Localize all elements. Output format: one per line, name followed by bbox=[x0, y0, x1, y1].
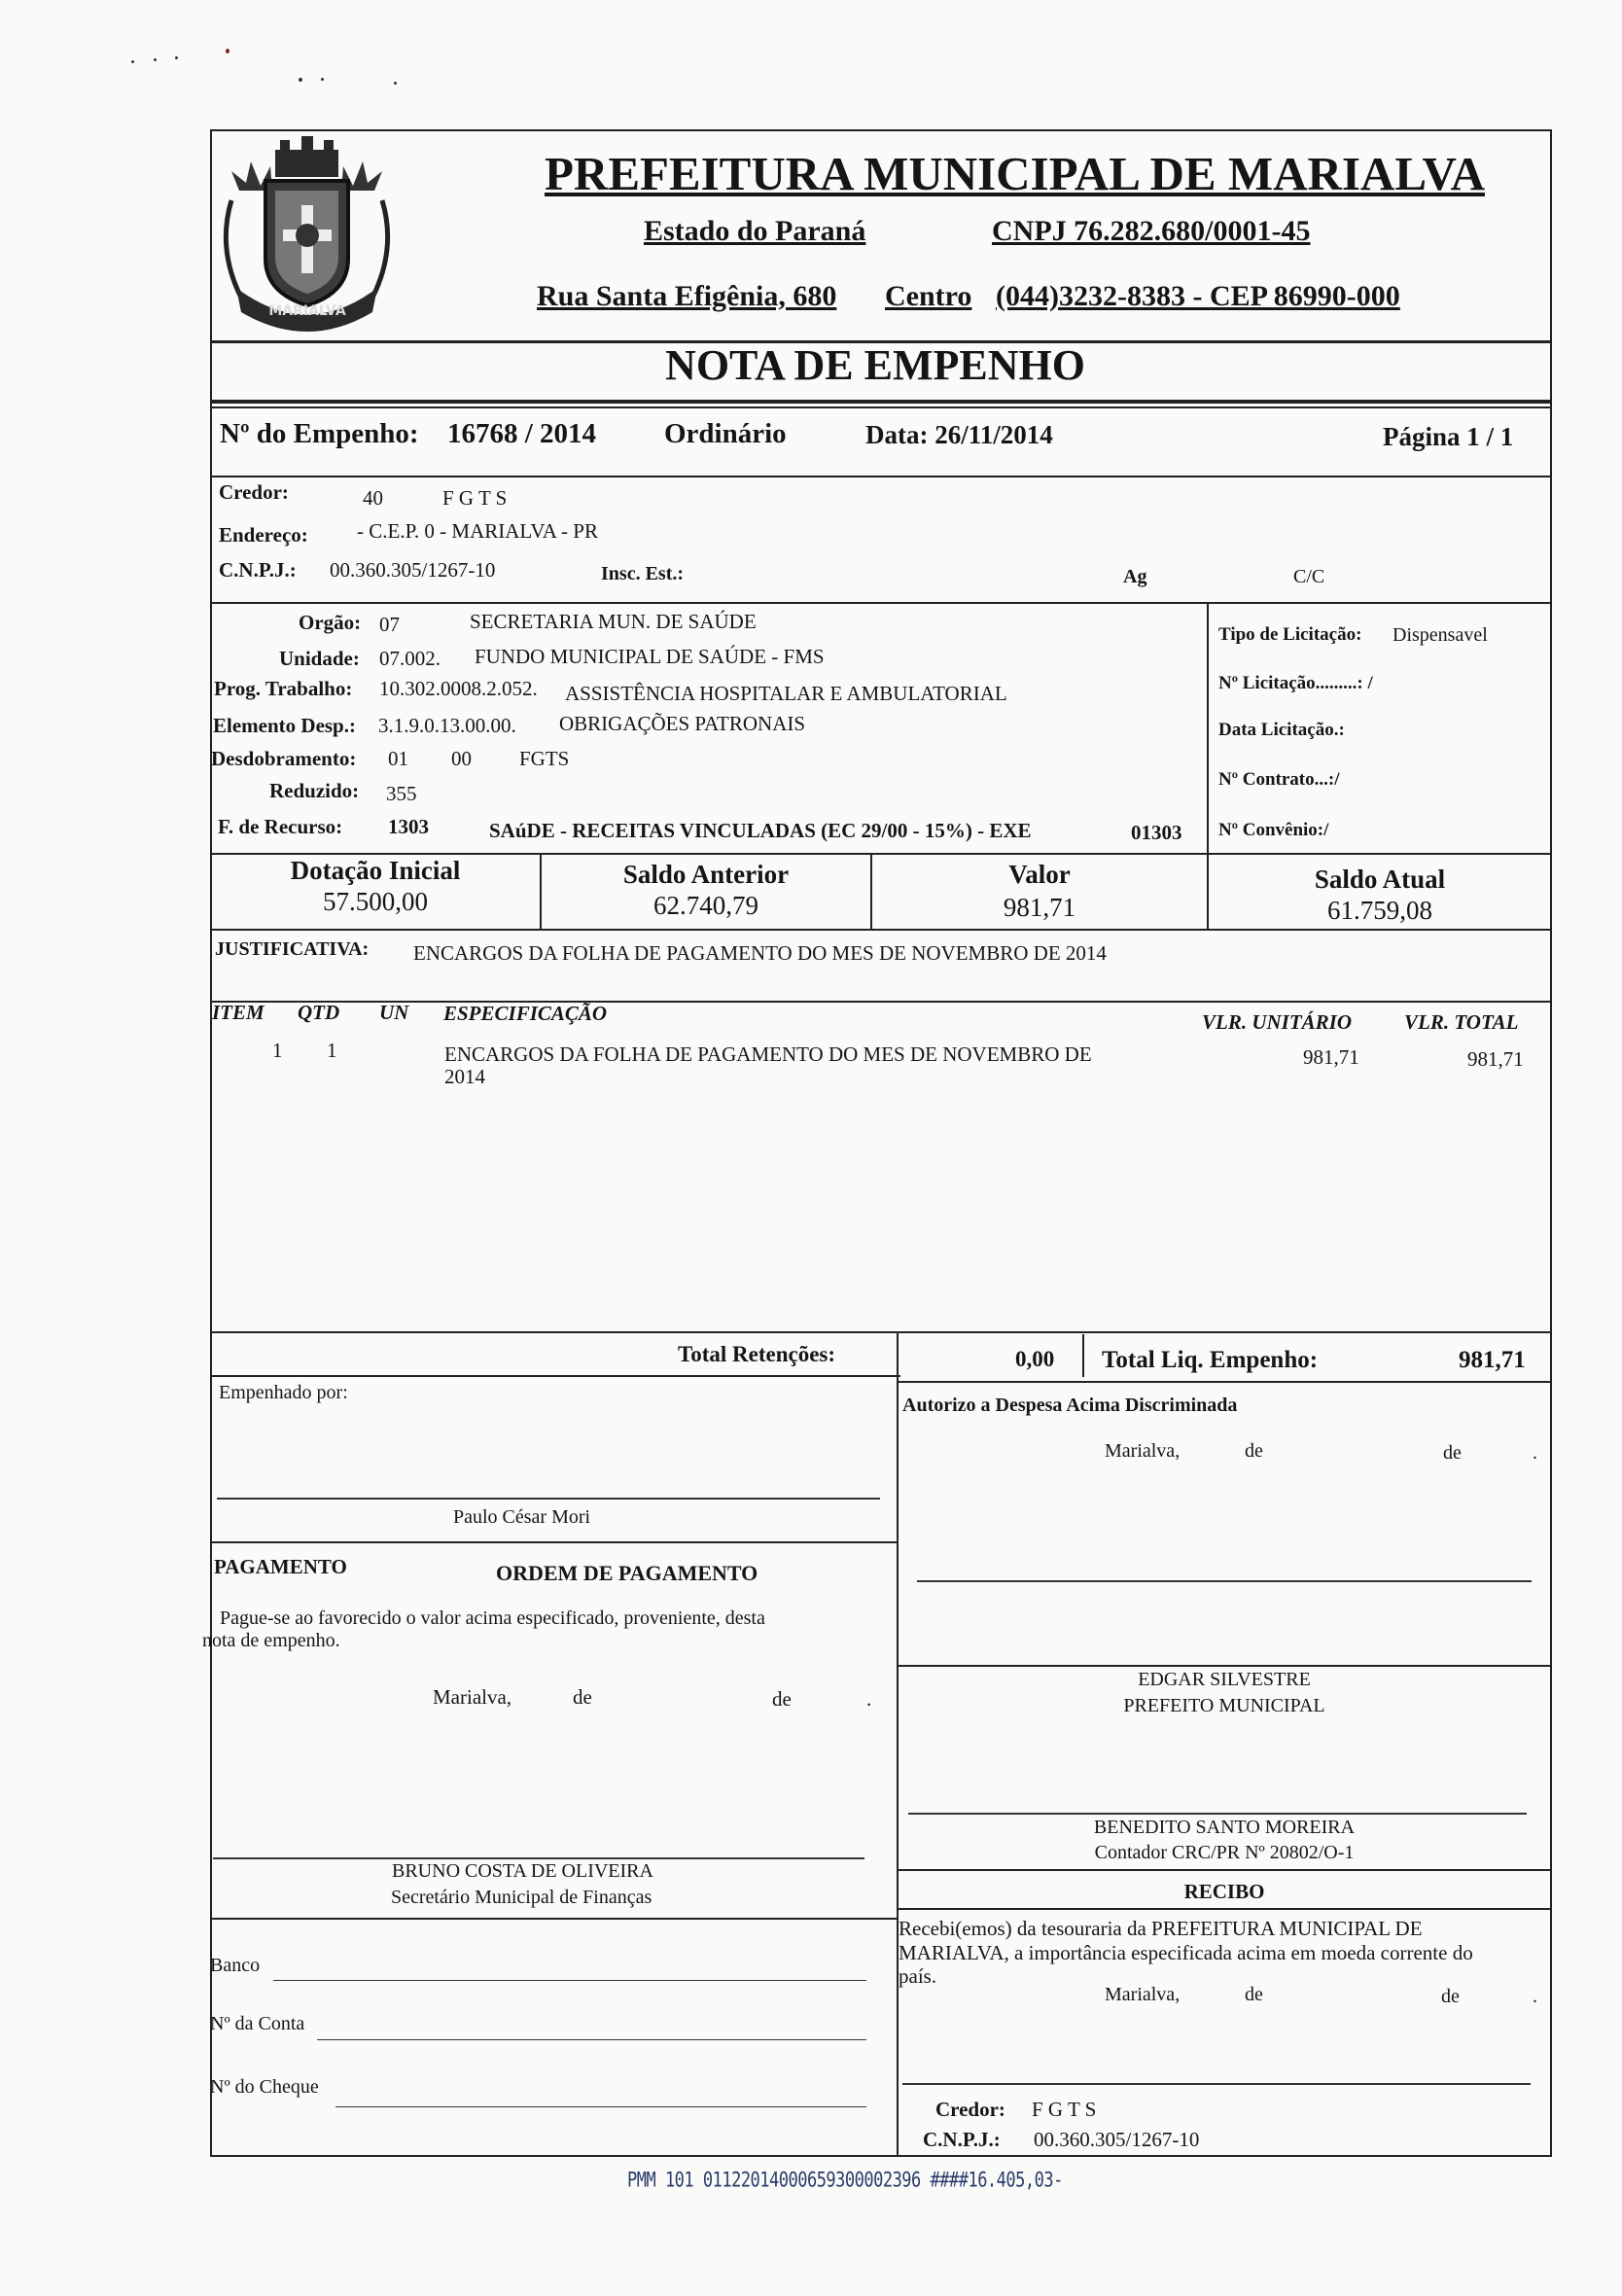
desdobramento-a: 01 bbox=[388, 747, 408, 770]
unidade-label: Unidade: bbox=[279, 647, 360, 670]
col-header-qtd: QTD bbox=[298, 1001, 340, 1024]
row-qtd: 1 bbox=[327, 1039, 337, 1062]
divider bbox=[210, 1001, 1552, 1003]
col-header-unit-value: VLR. UNITÁRIO bbox=[1202, 1010, 1353, 1034]
empenho-label: Nº do Empenho: bbox=[220, 418, 419, 449]
orgao-desc: SECRETARIA MUN. DE SAÚDE bbox=[470, 610, 757, 633]
empenho-number: 16768 / 2014 bbox=[447, 418, 597, 449]
numero-contrato: Nº Contrato...:/ bbox=[1218, 769, 1340, 790]
divider bbox=[210, 1375, 900, 1377]
scan-speck bbox=[154, 58, 157, 61]
scan-speck bbox=[321, 78, 324, 81]
desdobramento-desc: FGTS bbox=[519, 747, 570, 770]
conta-field[interactable] bbox=[317, 2039, 866, 2040]
desdobramento-b: 00 bbox=[451, 747, 472, 770]
numero-licitacao: Nº Licitação.........: / bbox=[1218, 673, 1373, 693]
pagamento-label: PAGAMENTO bbox=[214, 1555, 347, 1578]
col-header-item: ITEM bbox=[212, 1001, 264, 1024]
row-total-value: 981,71 bbox=[1467, 1047, 1524, 1071]
prefeitura-cnpj: CNPJ 76.282.680/0001-45 bbox=[992, 215, 1311, 247]
total-liquido-label: Total Liq. Empenho: bbox=[1102, 1347, 1319, 1373]
doc-title bbox=[0, 341, 1622, 389]
recibo-text-line3: país. bbox=[899, 1964, 937, 1988]
total-retencoes-value: 0,00 bbox=[1015, 1347, 1055, 1371]
recibo-credor-name: F G T S bbox=[1032, 2098, 1097, 2121]
autorizo-de-1: de bbox=[1245, 1440, 1263, 1462]
divider bbox=[897, 1908, 1552, 1910]
col-header-total-value: VLR. TOTAL bbox=[1404, 1010, 1519, 1034]
prog-trabalho-label: Prog. Trabalho: bbox=[214, 677, 353, 700]
district: Centro bbox=[885, 280, 972, 312]
ordem-text-line2: nota de empenho. bbox=[202, 1630, 340, 1651]
dotacao-label: Dotação Inicial bbox=[290, 856, 461, 885]
autorizo-place: Marialva, bbox=[1105, 1440, 1181, 1462]
divider bbox=[210, 929, 1552, 931]
dotacao-value: 57.500,00 bbox=[323, 887, 428, 916]
street-address: Rua Santa Efigênia, 680 bbox=[537, 280, 837, 312]
justificativa-text: ENCARGOS DA FOLHA DE PAGAMENTO DO MES DE NOVEMBRO DE 2014 bbox=[413, 941, 1107, 965]
endereco-label: Endereço: bbox=[219, 523, 308, 547]
autorizo-de-2: de bbox=[1443, 1442, 1462, 1464]
authentication-code: PMM 101 01122014000659300002396 ####16.405,03- bbox=[627, 2168, 1063, 2193]
row-item: 1 bbox=[272, 1039, 283, 1062]
page-number: Página 1 / 1 bbox=[1383, 422, 1514, 451]
empenhado-por-name: Paulo César Mori bbox=[453, 1506, 591, 1528]
row-unit-value: 981,71 bbox=[1303, 1045, 1359, 1069]
scan-speck bbox=[175, 56, 178, 59]
desdobramento-label: Desdobramento: bbox=[211, 747, 357, 770]
recibo-cnpj-label: C.N.P.J.: bbox=[923, 2128, 1001, 2151]
credor-name: F G T S bbox=[442, 486, 508, 510]
scan-speck bbox=[394, 82, 397, 85]
orgao-code: 07 bbox=[379, 613, 400, 636]
banco-label: Banco bbox=[210, 1955, 261, 1976]
signature-line bbox=[908, 1813, 1527, 1815]
contador-role: Contador CRC/PR Nº 20802/O-1 bbox=[1094, 1842, 1355, 1863]
state-name: Estado do Paraná bbox=[644, 215, 866, 247]
prefeito-role: PREFEITO MUNICIPAL bbox=[1123, 1695, 1325, 1716]
endereco-value: - C.E.P. 0 - MARIALVA - PR bbox=[357, 519, 598, 543]
justificativa-label: JUSTIFICATIVA: bbox=[215, 938, 370, 960]
recibo-period: . bbox=[1533, 1986, 1537, 2007]
saldo-atual-value: 61.759,08 bbox=[1327, 896, 1432, 925]
divider bbox=[897, 1375, 899, 2157]
signature-line bbox=[917, 1580, 1532, 1582]
divider bbox=[210, 1331, 1552, 1333]
divider bbox=[897, 1381, 1552, 1383]
numero-convenio: Nº Convênio:/ bbox=[1218, 820, 1329, 840]
recibo-label: RECIBO bbox=[1183, 1880, 1265, 1903]
credor-code: 40 bbox=[363, 486, 383, 510]
divider bbox=[897, 1869, 1552, 1871]
insc-est-label: Insc. Est.: bbox=[601, 563, 685, 584]
scan-speck bbox=[299, 78, 302, 82]
autorizo-label: Autorizo a Despesa Acima Discriminada bbox=[902, 1395, 1238, 1416]
account-label: C/C bbox=[1293, 566, 1325, 587]
scan-speck bbox=[131, 60, 134, 63]
ordem-place: Marialva, bbox=[433, 1685, 512, 1709]
tipo-licitacao-label: Tipo de Licitação: bbox=[1218, 624, 1362, 645]
doc-title-text: NOTA DE EMPENHO bbox=[665, 341, 1085, 389]
recibo-text-line1: Recebi(emos) da tesouraria da PREFEITURA MUNICIPAL DE bbox=[899, 1917, 1423, 1940]
elemento-code: 3.1.9.0.13.00.00. bbox=[378, 714, 516, 737]
cheque-field[interactable] bbox=[335, 2106, 866, 2107]
banco-field[interactable] bbox=[273, 1980, 866, 1981]
row-spec-line1: ENCARGOS DA FOLHA DE PAGAMENTO DO MES DE NOVEMBRO DE bbox=[444, 1042, 1092, 1066]
col-header-un: UN bbox=[379, 1001, 409, 1024]
saldo-atual-label: Saldo Atual bbox=[1314, 865, 1446, 894]
recibo-de-1: de bbox=[1245, 1984, 1263, 2005]
agency-label: Ag bbox=[1123, 566, 1147, 587]
divider bbox=[210, 853, 1552, 855]
cnpj-label: C.N.P.J.: bbox=[219, 558, 297, 582]
elemento-desc: OBRIGAÇÕES PATRONAIS bbox=[559, 712, 806, 735]
row-spec-line2: 2014 bbox=[444, 1065, 485, 1088]
scan-speck bbox=[226, 49, 229, 53]
prefeito-name: EDGAR SILVESTRE bbox=[1138, 1669, 1311, 1690]
ordem-text-line1: Pague-se ao favorecido o valor acima especificado, proveniente, desta bbox=[220, 1607, 765, 1629]
reduzido-label: Reduzido: bbox=[269, 779, 360, 802]
autorizo-period: . bbox=[1533, 1442, 1537, 1464]
phone-and-cep: (044)3232-8383 - CEP 86990-000 bbox=[996, 280, 1400, 312]
total-liquido-value: 981,71 bbox=[1459, 1347, 1526, 1373]
empenho-type: Ordinário bbox=[664, 418, 787, 449]
valor-value: 981,71 bbox=[1003, 893, 1076, 922]
elemento-label: Elemento Desp.: bbox=[213, 714, 356, 737]
prog-trabalho-desc: ASSISTÊNCIA HOSPITALAR E AMBULATORIAL bbox=[565, 682, 1007, 705]
secretario-role: Secretário Municipal de Finanças bbox=[391, 1887, 652, 1908]
conta-label: Nº da Conta bbox=[210, 2013, 305, 2034]
unidade-code: 07.002. bbox=[379, 647, 441, 670]
total-retencoes-label: Total Retenções: bbox=[678, 1342, 836, 1366]
divider bbox=[210, 476, 1552, 477]
divider bbox=[210, 1541, 898, 1543]
contador-name: BENEDITO SANTO MOREIRA bbox=[1093, 1817, 1356, 1838]
empenhado-por-label: Empenhado por: bbox=[219, 1382, 348, 1403]
recurso-number: 01303 bbox=[1131, 821, 1182, 844]
marialva-coat-of-arms-icon bbox=[212, 132, 402, 332]
recibo-cnpj: 00.360.305/1267-10 bbox=[1034, 2128, 1200, 2151]
divider bbox=[1207, 602, 1209, 855]
cheque-label: Nº do Cheque bbox=[210, 2076, 319, 2098]
orgao-label: Orgão: bbox=[299, 611, 362, 634]
divider bbox=[210, 406, 1552, 408]
signature-line bbox=[213, 1857, 864, 1859]
credor-cnpj: 00.360.305/1267-10 bbox=[330, 558, 496, 582]
recurso-desc: SAúDE - RECEITAS VINCULADAS (EC 29/00 - 15%) - EXE bbox=[489, 819, 1032, 842]
ordem-period: . bbox=[866, 1687, 872, 1711]
valor-label: Valor bbox=[1008, 860, 1071, 889]
recibo-text-line2: MARIALVA, a importância especificada acima em moeda corrente do bbox=[899, 1941, 1473, 1964]
recibo-credor-label: Credor: bbox=[935, 2098, 1005, 2121]
prefeitura-title: PREFEITURA MUNICIPAL DE MARIALVA bbox=[545, 147, 1485, 200]
reduzido-value: 355 bbox=[386, 782, 417, 805]
divider bbox=[1082, 1334, 1084, 1377]
tipo-licitacao-value: Dispensavel bbox=[1393, 624, 1488, 646]
recibo-place: Marialva, bbox=[1105, 1984, 1181, 2005]
signature-line bbox=[902, 2083, 1531, 2085]
secretario-name: BRUNO COSTA DE OLIVEIRA bbox=[392, 1860, 653, 1882]
empenho-date: Data: 26/11/2014 bbox=[865, 420, 1053, 449]
ordem-de-2: de bbox=[772, 1687, 792, 1711]
divider bbox=[210, 1918, 898, 1920]
divider bbox=[897, 1331, 899, 1375]
divider bbox=[897, 1665, 1552, 1667]
unidade-desc: FUNDO MUNICIPAL DE SAÚDE - FMS bbox=[475, 645, 825, 668]
data-licitacao: Data Licitação.: bbox=[1218, 720, 1345, 740]
recurso-label: F. de Recurso: bbox=[218, 815, 343, 838]
ordem-de-1: de bbox=[573, 1685, 592, 1709]
credor-label: Credor: bbox=[219, 480, 289, 504]
svg-text:MARIALVA: MARIALVA bbox=[268, 303, 346, 319]
col-header-spec: ESPECIFICAÇÃO bbox=[443, 1002, 608, 1025]
prog-trabalho-code: 10.302.0008.2.052. bbox=[379, 677, 538, 700]
saldo-anterior-value: 62.740,79 bbox=[653, 891, 758, 920]
divider bbox=[210, 602, 1552, 604]
recurso-code: 1303 bbox=[388, 815, 429, 838]
saldo-anterior-label: Saldo Anterior bbox=[622, 860, 790, 889]
ordem-pagamento-label: ORDEM DE PAGAMENTO bbox=[496, 1561, 758, 1585]
recibo-de-2: de bbox=[1441, 1986, 1460, 2007]
signature-line bbox=[217, 1498, 880, 1500]
